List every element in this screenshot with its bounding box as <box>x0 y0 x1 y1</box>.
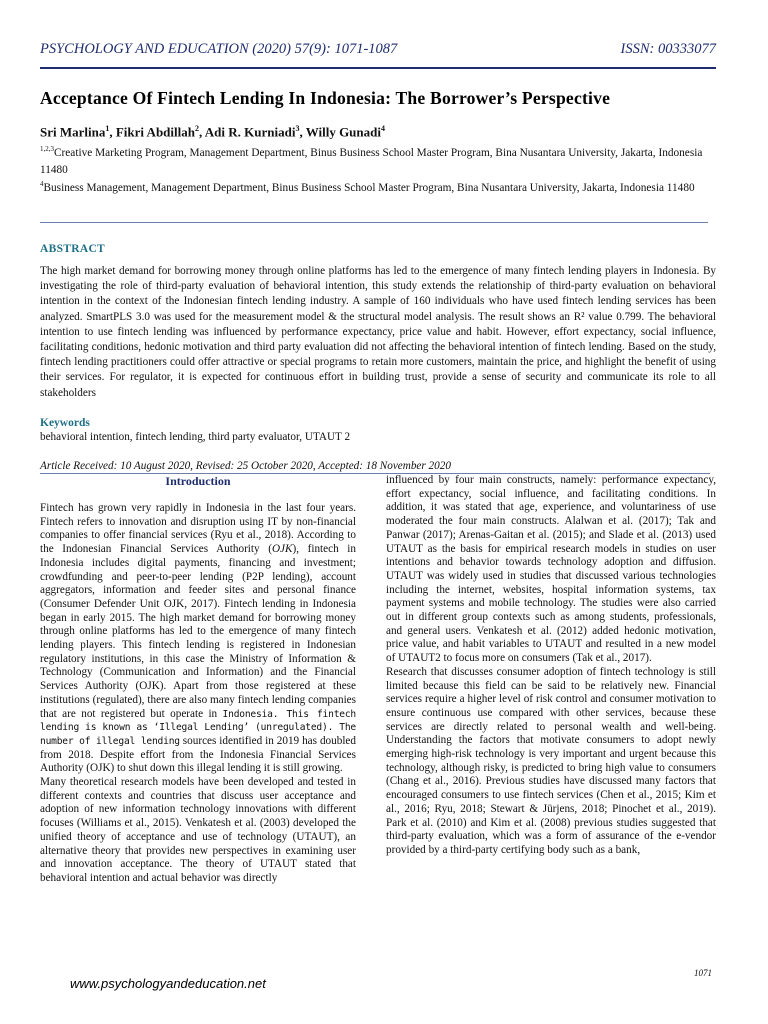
author-name: Sri Marlina <box>40 124 106 140</box>
intro-paragraph-1 <box>40 502 356 776</box>
journal-citation: PSYCHOLOGY AND EDUCATION (2020) 57(9): 1071-1087 <box>40 41 398 57</box>
affiliation-text: Creative Marketing Program, Management Department, Binus Business School Master Program, Bina Nusantara University, Jakarta, Indonesia 11480 <box>40 146 703 176</box>
column-spacer <box>40 488 356 502</box>
keywords-heading: Keywords <box>40 417 90 429</box>
abstract-heading: ABSTRACT <box>40 243 106 255</box>
affiliation-text: Business Management, Management Department, Binus Business School Master Program, Bina Nusantara University, Jakarta, Indonesia 11480 <box>43 181 695 194</box>
author-sup: 2 <box>194 124 199 133</box>
author-sup: 1 <box>105 124 110 133</box>
author-sep: , <box>198 124 205 140</box>
affiliation-1 <box>40 141 716 179</box>
header-rule <box>40 67 716 69</box>
author-name: Adi R. Kurniadi <box>204 124 296 140</box>
author-sep: , <box>109 124 116 140</box>
intro-paragraph-4: Research that discusses consumer adoption of fintech technology is still limited because this field can be said to be relatively new. Financial services require a higher level of risk control and consumer motivation to ensure continuous use compared with other services, because these services are directly related to personal wealth and well-being. Understanding the factors that motivate consumers to adopt newly emerging high-risk technology is very important and urgent because this technology, although risky, is predicted to bring high value to consumers (Chang et al., 2016). Previous studies have discussed many factors that encouraged consumers to use fintech services (Chen et al., 2015; Kim et al., 2016; Ryu, 2018; Stewart & Jürjens, 2018; Pinochet et al., 2019). Park et al. (2010) and Kim et al. (2008) previous studies suggested that third-party evaluation, which was a form of assurance of the e-vendor provided by a third-party certifying body such as a bank, <box>386 665 716 856</box>
affiliation-sup: 4 <box>40 180 44 188</box>
intro-paragraph-2: Many theoretical research models have been developed and tested in different contexts and countries that discuss user acceptance and adoption of new information technology innovations with different focuses (Williams et al., 2015). Venkatesh et al. (2003) developed the unified theory of acceptance and use of technology (UTAUT), an alternative theory that provides new perspectives in examining user and innovation acceptance. The theory of UTAUT stated that behavioral intention and actual behavior was directly <box>40 776 356 884</box>
keywords-text: behavioral intention, fintech lending, third party evaluator, UTAUT 2 <box>40 431 351 443</box>
author-name: Willy Gunadi <box>305 124 381 140</box>
left-column <box>40 488 356 886</box>
intro-paragraph-3: influenced by four main constructs, namely: performance expectancy, effort expectancy, social influence, and facilitating conditions. In addition, it was stated that age, experience, and voluntariness of use moderated the four main constructs. Alalwan et al. (2017); Tak and Panwar (2017); Arenas-Gaitan et al. (2015); and Slade et al. (2013) used UTAUT as the basis for empirical research models in studies on user intentions and behavior towards technology adoption and diffusion. UTAUT was widely used in studies that discussed various technologies including the internet, websites, hospital information systems, tax payment systems and mobile technology. The studies were also carried out in different group contexts such as among students, professionals, and general users. Venkatesh et al. (2012) added hedonic motivation, price value, and habit variables to UTAUT and resulted in a new model of UTAUT2 to focus more on consumers (Tak et al., 2017). <box>386 474 716 665</box>
journal-issn: ISSN: 00333077 <box>620 41 716 57</box>
journal-header <box>40 41 716 61</box>
right-column <box>386 474 716 858</box>
abstract-text: The high market demand for borrowing money through online platforms has led to the emergence of many fintech lending players in Indonesia. By investigating the role of third-party evaluation of behavioral intention, this study extends the relationship of third-party evaluation on behavioral intention in the context of the Indonesian fintech lending industry. A sample of 160 individuals who have used fintech lending services has been analyzed. SmartPLS 3.0 was used for the measurement model & the structural model analysis. The result shows an R² value 0.799. The behavioral intention to use fintech lending was influenced by performance expectancy, price value and habit. However, effort expectancy, social influence, facilitating conditions, hedonic motivation and third party evaluation did not affecting the behavioral intention of fintech lending. Based on the study, fintech lending practitioners could offer attractive or special programs to retain more customers, maintain the price, and highlight the benefit of using their services. For regulator, it is expected for continuous effort in building trust, provide a sense of security and communicate its role to all stakeholders <box>40 265 716 399</box>
affiliation-sup: 1,2,3 <box>40 145 54 153</box>
author-sup: 3 <box>295 124 300 133</box>
paper-title: Acceptance Of Fintech Lending In Indonesia: The Borrower’s Perspective <box>40 88 611 108</box>
paragraph-emphasis: OJK <box>271 543 293 556</box>
author-list <box>40 124 385 140</box>
page-number: 1071 <box>694 968 712 978</box>
section-rule <box>40 222 708 223</box>
paragraph-text: sources identified in 2019 has doubled from 2018. Despite effort from the Indonesia Financial Services Authority (OJK) to shut down this illegal lending it is still growing. <box>40 734 356 775</box>
author-sup: 4 <box>380 124 385 133</box>
affiliation-2 <box>40 176 716 197</box>
paragraph-mono-text: Indonesia. This fintech lending is known as ‘Illegal Lending’ (unregulated). The number of illegal lending <box>40 708 356 747</box>
author-name: Fikri Abdillah <box>115 124 195 140</box>
footer-url[interactable]: www.psychologyandeducation.net <box>70 976 266 991</box>
paragraph-text: Fintech has grown very rapidly in Indonesia in the last four years. Fintech refers to innovation and disruption using IT by non-financial companies to offer financial services (Ryu et al., 2018). According to the Indonesian Financial Services Authority ( <box>40 502 356 556</box>
paragraph-text: ), fintech in Indonesia includes digital payments, financing and investment; crowdfunding and peer-to-peer lending (P2P lending), account aggregators, information and feeder sites and personal finance (Consumer Defender Unit OJK, 2017). Fintech lending in Indonesia began in early 2015. The high market demand for borrowing money through online platforms has led to the emergence of many fintech lending players. This fintech lending is registered in Indonesian regulatory institutions, in this case the Ministry of Information & Technology (Communication and Information) and the Financial Services Authority (OJK). Apart from those registered at these institutions (regulated), there are also many fintech lending companies that are not registered but operate in <box>40 543 356 720</box>
introduction-heading: Introduction <box>165 474 231 488</box>
author-sep: , <box>299 124 306 140</box>
article-dates: Article Received: 10 August 2020, Revised: 25 October 2020, Accepted: 18 November 2020 <box>40 460 451 472</box>
